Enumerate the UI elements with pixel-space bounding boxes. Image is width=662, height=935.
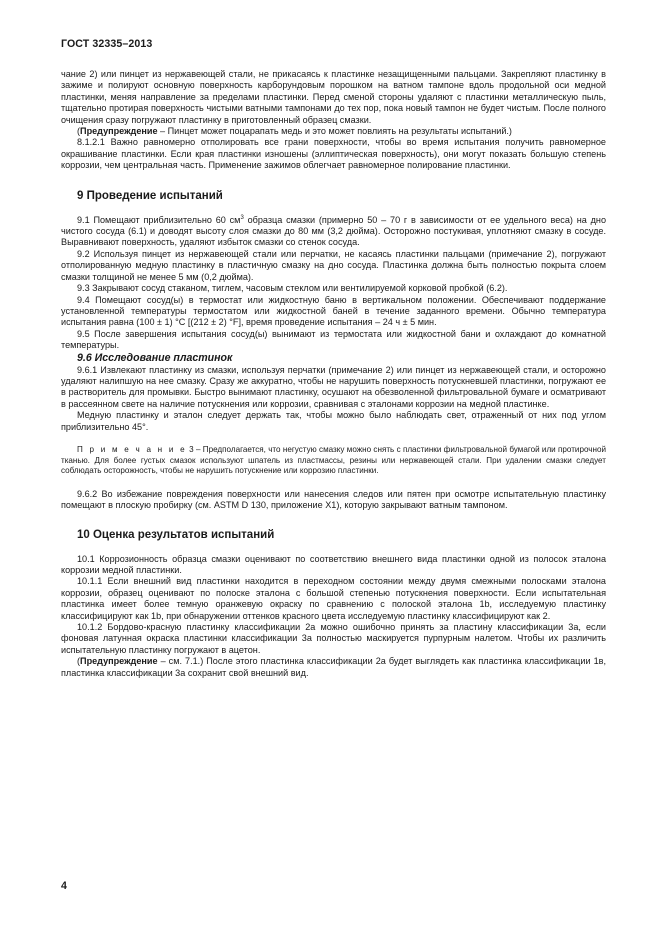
document-body [61,69,606,679]
paragraph-9-2: 9.2 Используя пинцет из нержавеющей стали или перчатки, не касаясь пластинки пальцами (примечание 2), погружают отполированную медную пластинку в пластичную смазку на дно сосуда. Пластинка должна быть полностью покрыта слоем смазки толщиной не менее 5 мм (0,2 дюйма). [61,248,606,282]
section-10-heading: 10 Оценка результатов испытаний [77,528,275,541]
section-9-6-heading: 9.6 Исследование пластинок [77,351,233,364]
note-3 [61,445,606,477]
note-label: П р и м е ч а н и е [77,444,187,454]
warning-text-2: – см. 7.1.) После этого пластинка классификации 2а будет выглядеть как пластинка классификации 1в, пластинка классификации 3а сохранит свой внешний вид. [61,656,606,678]
paragraph-9-3: 9.3 Закрывают сосуд стаканом, тиглем, часовым стеклом или вентилируемой корковой пробкой (6.2). [77,283,508,294]
warning-paragraph: (Предупреждение – Пинцет может поцарапать медь и это может повлиять на результаты испытаний.) [77,126,512,137]
warning-label: Предупреждение [80,126,158,137]
paragraph-10-1-1: 10.1.1 Если внешний вид пластинки находится в переходном состоянии между двумя смежными полосками эталона коррозии, образец оценивают по полоске эталона с большой степенью потускнения поверхности. Если испытательная пластинка имеет более темную оранжевую окраску по сравнению с полоской эталона 1b, исследуемую пластинку классифицируют как 1b, при обнаружении оттенков красного цвета исследуемую пластинку классифицируют как 2. [61,576,606,621]
paragraph-10-1: 10.1 Коррозионность образца смазки оценивают по соответствию внешнего вида пластинки одной из полосок эталона коррозии медной пластинки. [61,553,606,575]
note-text: 3 – Предполагается, что негустую смазку можно снять с пластинки фильтровальной бумагой или протирочной тканью. Для более густых смазок используют шпатель из пластмассы, резины или нержавеющей стали. При удалении смазки следует соблюдать осторожность, чтобы не нарушить потускнение или коррозию пластинки. [61,444,606,476]
paragraph-9-4: 9.4 Помещают сосуд(ы) в термостат или жидкостную баню в вертикальном положении. Обеспечивают поддержание установленной температуры термостатом или жидкостной баней в течение заданного времени. Обычно температура испытания равна (100 ± 1) °С [(212 ± 2) °F], время проведение испытания – 24 ч ± 5 мин. [61,294,606,328]
paragraph-9-1 [61,215,606,249]
paragraph-8-1-2-1: 8.1.2.1 Важно равномерно отполировать все грани поверхности, чтобы во время испытания получить равномерное окрашивание пластинки. Если края пластинки изношены (эллиптическая поверхность), они могут показать большую степень коррозии, чем центральная часть. Применение зажимов облегчает равномерное полирование пластинки. [61,137,606,171]
cubic-superscript: 3 [240,214,244,221]
paragraph-9-6-2: 9.6.2 Во избежание повреждения поверхности или нанесения следов или пятен при осмотре испытательную пластинку помещают в плоскую пробирку (см. ASTM D 130, приложение X1), которую закрывают ватным тампоном. [61,488,606,511]
page-number: 4 [61,880,67,892]
warning-label-2: Предупреждение [80,656,158,667]
standard-header: ГОСТ 32335–2013 [61,38,153,50]
paragraph-10-1-2: 10.1.2 Бордово-красную пластинку классификации 2а можно ошибочно принять за пластину классификации 3а, если фоновая латунная окраска пластинки классификации 3а полностью маскируется пурпурным налетом. Чтобы их различить испытательную пластинку погружают в ацетон. [61,622,606,655]
p91-part-a: 9.1 Помещают приблизительно 60 см [77,214,241,225]
section-9-heading: 9 Проведение испытаний [77,189,223,202]
paragraph-continuation: чание 2) или пинцет из нержавеющей стали, не прикасаясь к пластинке незащищенными пальцами. Закрепляют пластинку в зажиме и полируют основную поверхность карборундовым порошком на ватном тампоне вдоль продольной оси медной пластинки, меняя направление за пределами пластинки. Перед сменой стороны удаляют с пластинки металлическую пыль, тщательно протирая поверхность чистыми ватными тампонами до тех пор, пока новый тампон не будет чистым. После полного очищения сразу погружают пластинку в приготовленный образец смазки. [61,69,606,125]
p91-part-b: образца смазки (примерно 50 – 70 г в зависимости от ее удельного веса) на дно чистого сосуда (6.1) и доводят высоту слоя смазки до 80 мм (3,2 дюйма). Осторожно постукивая, уплотняют смазку в сосуде. Выравнивают поверхность, удаляют избыток смазки со стенок сосуда. [61,214,606,248]
warning-text: – Пинцет может поцарапать медь и это может повлиять на результаты испытаний.) [157,126,512,137]
paragraph-9-5: 9.5 После завершения испытания сосуд(ы) вынимают из термостата или жидкостной бани и охлаждают до комнатной температуры. [61,328,606,351]
warning-paragraph-2: (Предупреждение – см. 7.1.) После этого пластинка классификации 2а будет выглядеть как пластинка классификации 1в, пластинка классификации 3а сохранит свой внешний вид. [61,656,606,678]
paragraph-9-6-1: 9.6.1 Извлекают пластинку из смазки, используя перчатки (примечание 2) или пинцет из нержавеющей стали, и осторожно удаляют налипшую на нее смазку. Сразу же аккуратно, чтобы не нарушить поверхность потускневшей пластинки, погружают ее в растворитель для промывки. Быстро вынимают пластинку, осушают на обезволенной фильтровальной бумаге и осматривают в рассеянном свете на наличие потускнения или коррозии, сравнивая с эталонами коррозии на медной пластинке. [61,364,606,409]
paragraph-9-6-1-b: Медную пластинку и эталон следует держать так, чтобы можно было наблюдать свет, отраженный от них под углом приблизительно 45°. [61,410,606,432]
